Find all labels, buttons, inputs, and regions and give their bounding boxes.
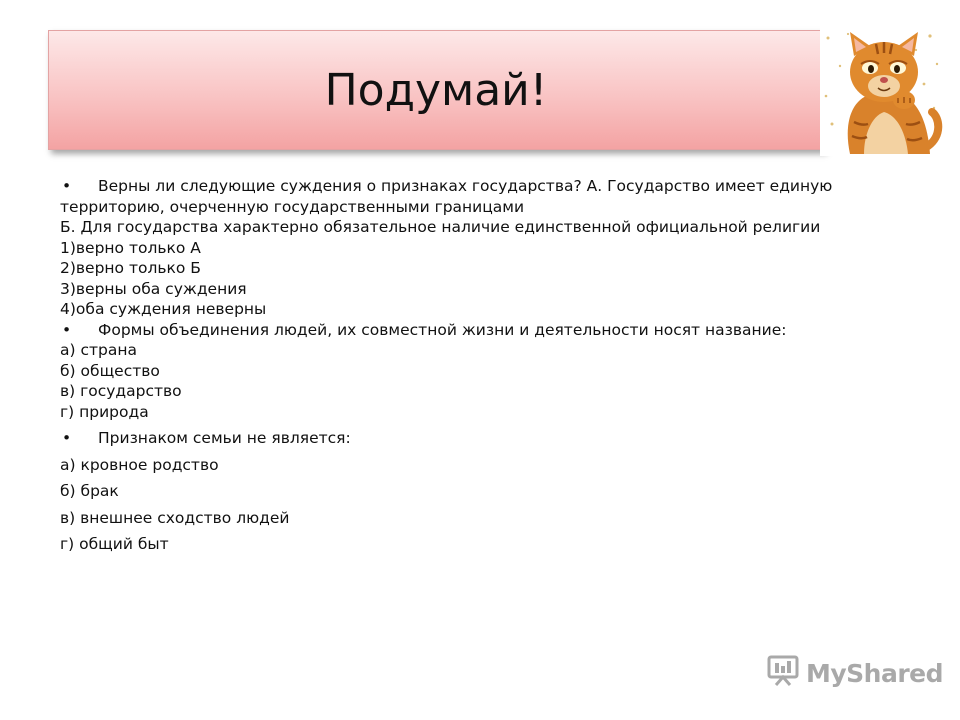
page-title: Подумай!	[324, 64, 548, 116]
statement-b: Б. Для государства характерно обязательное наличие единственной официальной религии	[60, 218, 821, 236]
answer-option: б) брак	[60, 482, 119, 500]
answer-option: г) природа	[60, 402, 149, 421]
answer-option: б) общество	[60, 361, 160, 380]
mysharedlogo[interactable]	[766, 655, 943, 691]
question-3-text: Признаком семьи не является:	[98, 429, 351, 447]
bullet-icon: •	[62, 177, 72, 195]
question-2-text: Формы объединения людей, их совместной жизни и деятельности носят название:	[98, 320, 787, 339]
question-1-line-1: Верны ли следующие суждения о признаках государства? А. Государство имеет единую	[98, 177, 833, 195]
title-banner	[48, 30, 824, 150]
cartoon-cat-image	[820, 26, 944, 156]
bullet-icon: •	[62, 320, 72, 339]
question-3	[60, 428, 910, 449]
answer-option: а) страна	[60, 341, 137, 359]
answer-option: 4)оба суждения неверны	[60, 300, 267, 318]
logo-text: MyShared	[806, 658, 944, 688]
answer-option: г) общий быт	[60, 535, 169, 553]
question-2	[60, 320, 910, 341]
answer-option: 1)верно только А	[60, 238, 201, 257]
answer-option: 2)верно только Б	[60, 259, 201, 277]
answer-option: в) государство	[60, 382, 182, 400]
slide-content	[60, 176, 910, 555]
answer-option: в) внешнее сходство людей	[60, 508, 290, 527]
bullet-icon: •	[62, 429, 72, 447]
answer-option: а) кровное родство	[60, 455, 219, 474]
question-1	[60, 176, 910, 197]
answer-option: 3)верны оба суждения	[60, 279, 247, 298]
presentation-board-icon	[766, 654, 800, 692]
question-1-line-2: территорию, очерченную государственными границами	[60, 197, 525, 216]
